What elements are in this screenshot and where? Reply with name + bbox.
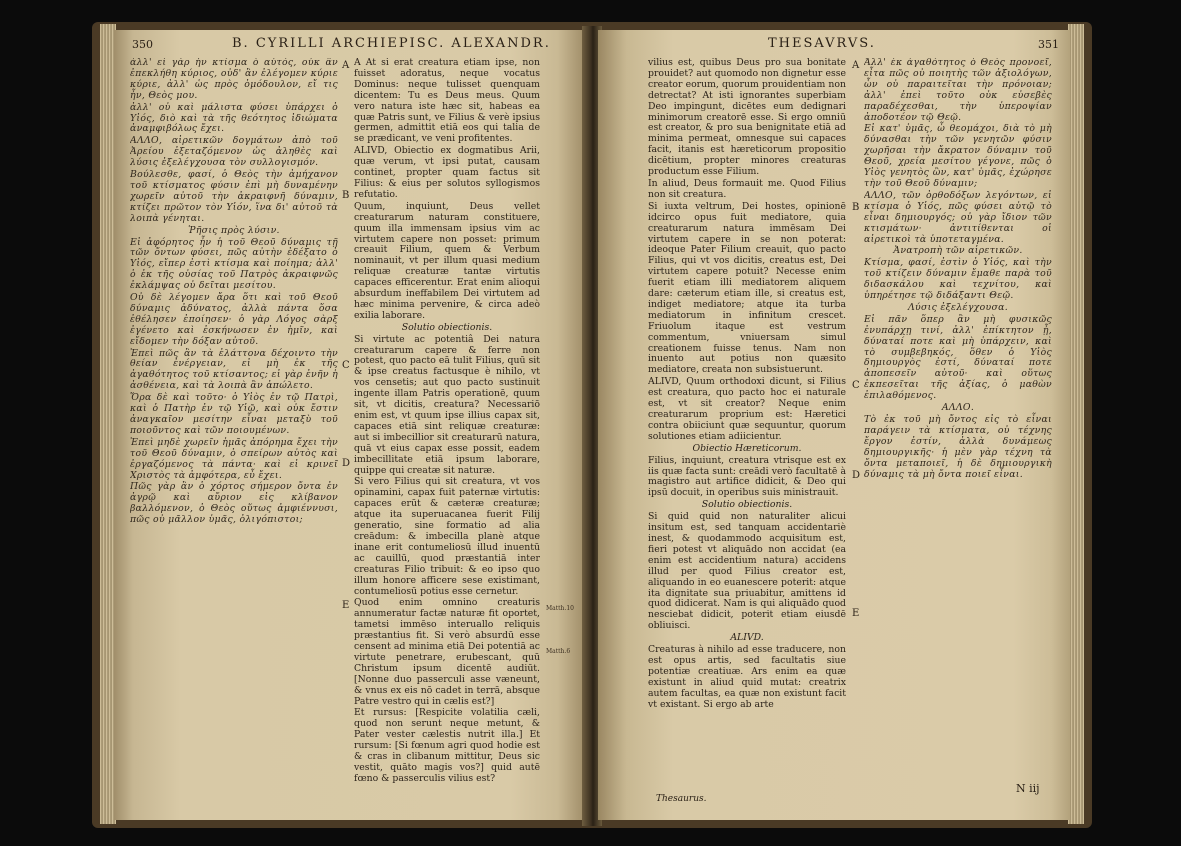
right-latin-paragraph: ALIVD, Quum orthodoxi dicunt, si Filius est creatura, quo pacto hoc ei naturale est, vt sit creator? Neque enim creaturarum proprium est: Hæretici contra obiiciunt quæ sequuntur, quorum solutiones etiam adiicientur. [648, 376, 846, 442]
right-latin-paragraph: Filius, inquiunt, creatura vtrisque est ex iis quæ facta sunt: creādi verò facultatē à magistro aut artifice didicit, & Deo qui ipsū docuit, in operibus suis ministrauit. [648, 454, 846, 499]
open-book [92, 8, 1092, 834]
right-greek-paragraph: Εἰ πᾶν ὅπερ ἂν μὴ φυσικῶς ἐνυπάρχῃ τινί, ἀλλ' ἐπίκτητον ᾖ, δύναταί ποτε καὶ μὴ ὑπάρχειν, καὶ τὸ συμβεβηκός, ὅθεν ὁ Υἱὸς δημιουργὸς ἐστί, δύναταί ποτε ἀποπεσεῖν αὐτοῦ· καὶ οὕτως ἐκπεσεῖται τῆς ἀξίας, ὁ μαθὼν ἐπιλαθόμενος. [864, 313, 1052, 402]
right-margin-letter-a: A [852, 60, 860, 71]
left-latin-paragraph: Quum, inquiunt, Deus vellet creaturarum naturam constituere, quum illa immensam ipsius vim ac virtutem capere non posset: primum creauit Filium, quem & Verbum nominauit, vt per illum quasi medium reliquæ creaturæ tantæ virtutis capaces efficerentur. Erat enim alioqui absurdum ineffabilem Dei virtutem ad hæc minima pervenire, & circa adeò exilia laborare. [354, 200, 540, 321]
right-latin-paragraph: ALIVD. [730, 632, 764, 644]
left-greek-paragraph: Πῶς γὰρ ἂν ὁ χόρτος σήμερον ὄντα ἐν ἀγρῷ καὶ αὔριον εἰς κλίβανον βαλλόμενον, ὁ Θεὸς οὕτως ἀμφιέννυσι, πῶς οὐ μᾶλλον ὑμᾶς, ὀλιγόπιστοι; [130, 481, 338, 526]
left-latin-paragraph: Quod enim omnino creaturis annumeratur factæ naturæ fit oportet, tametsi immēso interuallo reliquis præstantius fit. Si verò absurdū esse censent ad minima etiā Dei potentiā ac virtute penetrare, erubescant, quū Christum ipsum dicentē audiūt. [Nonne duo passerculi asse væneunt, & vnus ex eis nō cadet in terrā, absque Patre vestro qui in cælis est?] [354, 597, 540, 707]
left-margin-note-1: Matth.10 [546, 605, 574, 612]
right-greek-paragraph: Εἰ κατ' ὑμᾶς, ὦ θεομάχοι, διὰ τὸ μὴ δύνασθαι τὴν τῶν γενητῶν φύσιν χωρῆσαι τὴν ἄκρατον δύναμιν τοῦ Θεοῦ, χρεία μεσίτου γέγονε, πῶς ὁ Υἱὸς γενητὸς ὢν, κατ' ὑμᾶς, ἐχώρησε τὴν τοῦ Θεοῦ δύναμιν; [864, 123, 1052, 189]
left-greek-paragraph: Οὐ δὲ λέγομεν ἄρα ὅτι καὶ τοῦ Θεοῦ δύναμις ἀδύνατος, ἀλλὰ πάντα ὅσα ἐθέλησεν ἐποίησεν· ὁ γὰρ Λόγος σὰρξ ἐγένετο καὶ ἐσκήνωσεν ἐν ἡμῖν, καὶ εἴδομεν τὴν δόξαν αὐτοῦ. [130, 292, 338, 347]
right-greek-paragraph: Τὸ ἐκ τοῦ μὴ ὄντος εἰς τὸ εἶναι παράγειν τὰ κτίσματα, οὐ τέχνης ἔργον ἐστίν, ἀλλὰ δυνάμεως δημιουργικῆς· ἡ μὲν γὰρ τέχνη τὰ ὄντα μεταποιεῖ, ἡ δὲ δημιουργικὴ δύναμις τὰ μὴ ὄντα ποιεῖ εἶναι. [864, 414, 1052, 480]
right-latin-paragraph: Obiectio Hæreticorum. [692, 442, 802, 454]
right-running-head: THESAVRVS. [768, 36, 876, 51]
left-running-head: B. CYRILLI ARCHIEPISC. ALEXANDR. [232, 36, 551, 51]
left-latin-paragraph: Et rursus: [Respicite volatilia cæli, quod non serunt neque metunt, & Pater vester cælestis nutrit illa.] Et rursum: [Si fœnum agri quod hodie est & cras in clibanum mittitur, Deus sic vestit, quāto magis vos?] quid autē fœno & passerculis vilius est? [354, 707, 540, 784]
right-latin-paragraph: Creaturas à nihilo ad esse traducere, non est opus artis, sed facultatis siue potentiæ creatiuæ. Ars enim ea quæ existunt in aliud quid mutat: creatrix autem facultas, ea quæ non existunt facit vt existant. Si ergo ab arte [648, 644, 846, 710]
right-greek-paragraph: Ἀλλ' ἐκ ἀγαθότητος ὁ Θεὸς προνοεῖ, εἶτα πῶς οὐ ποιητὴς τῶν ἀξιολόγων, ὧν οὐ παραιτεῖται τὴν πρόνοιαν; ἀλλ' ἐπεὶ τοῦτο οὐκ εὐσεβὲς παραδέχεσθαι, τὴν ὑπεροψίαν ἀποδοτέον τῷ Θεῷ. [864, 58, 1052, 123]
left-margin-letter-d: D [342, 458, 351, 469]
right-greek-paragraph: Λύσις ἐξελέγχουσα. [908, 301, 1008, 313]
left-margin-letter-c: C [342, 360, 350, 371]
right-margin-letter-b: B [852, 202, 860, 213]
right-margin-letter-c: C [852, 380, 860, 391]
left-margin-note-2: Matth.6 [546, 648, 571, 655]
right-greek-paragraph: ΑΛΛΟ. [941, 402, 975, 414]
right-latin-paragraph: vilius est, quibus Deus pro sua bonitate prouidet? aut quomodo non dignetur esse creator eorum, quorum prouidentiam non detrectat? At isti ignorantes superbiam Deo impingunt, dicētes eum dedignari minimorum creatorē esse. Si ergo omniū est creator, & pro sua benignitate etiā ad minima permeat, omnesque sui capaces facit, itanis est hæreticorum propositio dicētium, propter minores creaturas productum esse Filium. [648, 58, 846, 178]
right-latin-paragraph: Solutio obiectionis. [701, 499, 793, 511]
catchword: Thesaurus. [656, 794, 707, 804]
left-greek-paragraph: Ὅρα δὲ καὶ τοῦτο· ὁ Υἱὸς ἐν τῷ Πατρὶ, καὶ ὁ Πατὴρ ἐν τῷ Υἱῷ, καὶ οὐκ ἔστιν ἀναγκαῖον μεσίτην εἶναι μεταξὺ τοῦ ποιοῦντος καὶ τῶν ποιουμένων. [130, 392, 338, 436]
left-greek-paragraph: ἀλλ' οὐ καὶ μάλιστα φύσει ὑπάρχει ὁ Υἱός, διὸ καὶ τὰ τῆς θεότητος ἰδιώματα ἀναμφιβόλως ἔχει. [130, 101, 338, 135]
left-latin-paragraph: A At si erat creatura etiam ipse, non fuisset adoratus, neque vocatus Dominus: neque tulisset quenquam dicentem: Tu es Deus meus. Quum vero natura iste hæc sit, habeas ea quæ Patris sunt, ve Filius & verè ipsius germen, admittit etiā eos qui talia de se prædicant, ve veni profitentes. [354, 58, 540, 145]
left-greek-paragraph: ἀλλ' εἰ γὰρ ἦν κτίσμα ὁ αὐτός, οὐκ ἂν ἐπεκλήθη κύριος, οὐδ' ἂν ἐλέγομεν κύριε κύριε, ἀλλ' ὡς πρὸς ὁμόδουλον, εἴ τις ἦν, Θεὸς μου. [130, 58, 338, 101]
left-margin-letter-b: B [342, 190, 350, 201]
left-latin-column [354, 58, 540, 788]
left-greek-paragraph: Ἐπεὶ μηδὲ χωρεῖν ἡμᾶς ἀπόρημα ἔχει τὴν τοῦ Θεοῦ δύναμιν, ὁ σπείρων αὐτὸς καὶ ἐργαζόμενος τὰ πάντα· καὶ εἰ κρινεῖ Χριστὸς τὰ ἀμφότερα, εὖ ἔχει. [130, 436, 338, 481]
right-latin-paragraph: Si quid quid non naturaliter alicui insitum est, sed tanquam accidentariè inest, & quodammodo acquisitum est, fieri potest vt aliquādo non accidat (ea enim est accidentium natura) accidens illud per quod Filius creator est, aliquando in eo euanescere poterit: atque ita dignitate sua priuabitur, amittens id quod didicerat. Nam is qui aliquādo quod nesciebat didicit, poterit etiam eiusdē obliuisci. [648, 511, 846, 632]
left-greek-paragraph: Εἰ ἀφόρητος ἦν ἡ τοῦ Θεοῦ δύναμις τῇ τῶν ὄντων φύσει, πῶς αὐτὴν ἐδέξατο ὁ Υἱός, εἴπερ ἐστὶ κτίσμα καὶ ποίημα; ἀλλ' ὁ ἐκ τῆς οὐσίας τοῦ Πατρὸς ἀκραιφνῶς ἐκλάμψας οὐ δεῖται μεσίτου. [130, 236, 338, 292]
right-greek-paragraph: Κτίσμα, φασί, ἐστὶν ὁ Υἱός, καὶ τὴν τοῦ κτίζειν δύναμιν ἔμαθε παρὰ τοῦ διδασκάλου καὶ τεχνίτου, καὶ ὑπηρέτησε τῷ διδάξαντι Θεῷ. [864, 257, 1052, 302]
left-greek-paragraph: ΑΛΛΟ, αἱρετικῶν δογμάτων ἀπὸ τοῦ Ἀρείου ἐξεταζόμενον ὡς ἀληθὲς καὶ λύσις ἐξελέγχουσα τὸν συλλογισμόν. [130, 135, 338, 169]
left-page [114, 30, 586, 820]
left-margin-letter-a: A [342, 60, 350, 71]
left-margin-letter-e: E [342, 600, 350, 611]
right-page-edges [1068, 24, 1084, 824]
left-greek-paragraph: Βούλεσθε, φασί, ὁ Θεὸς τὴν ἀμήχανον τοῦ κτίσματος φύσιν ἐπὶ μὴ δυναμένην χωρεῖν αὐτοῦ τὴν ἀκραιφνῆ δύναμιν, κτίζει πρῶτον τὸν Υἱόν, ἵνα δι' αὐτοῦ τὰ λοιπὰ γένηται. [130, 169, 338, 224]
signature-mark: N iij [1016, 782, 1040, 795]
right-latin-paragraph: In aliud, Deus formauit me. Quod Filius non sit creatura. [648, 177, 846, 200]
left-latin-paragraph: ALIVD, Obiectio ex dogmatibus Arii, quæ verum, vt ipsi putat, causam continet, propter quam factus sit Filius: & eius per solutos syllogismos refutatio. [354, 145, 540, 200]
left-page-number: 350 [132, 38, 153, 51]
right-greek-paragraph: ΑΛΛΟ, τῶν ὀρθοδόξων λεγόντων, εἰ κτίσμα ὁ Υἱός, πῶς φύσει αὐτῷ τὸ εἶναι δημιουργός; οὐ γὰρ ἴδιον τῶν κτισμάτων· ἀντιτίθενται οἱ αἱρετικοὶ τὰ ὑποτεταγμένα. [864, 189, 1052, 245]
left-greek-paragraph: Ῥῆσις πρὸς λύσιν. [188, 224, 280, 236]
right-page-number: 351 [1038, 38, 1059, 51]
right-greek-paragraph: Ἀνατροπὴ τῶν αἱρετικῶν. [893, 245, 1023, 257]
right-latin-paragraph: Si iuxta veltrum, Dei hostes, opinionē idcirco opus fuit mediatore, quia creaturarum natura immēsam Dei virtutem capere in se non poterat: ideoque Pater Filium creauit, quo pacto Filius, qui vt vos dicitis, creatus est, Dei virtutem capere potuit? Necesse enim fuerit etiam illi mediatorem aliquem dare: cæterum etiam ille, si creatus est, indiget mediatore; atque ita turba mediatorum in infinitum crescet. Friuolum itaque est vestrum commentum, vniuersam simul creationem fuisse tenus. Nam non inuento aut potius non quæsito mediatore, creata non subsistuerunt. [648, 200, 846, 376]
left-latin-paragraph: Si virtute ac potentiâ Dei natura creaturarum capere & ferre non potest, quo pacto eā tulit Filius, quū sit & ipse creatus factusque è nihilo, vt vos censetis; aut quo pacto sustinuit ingente illam Patris operationē, quum sit, vt dicitis, creatura? Necessariō enim est, vt quum ipse illius capax sit, capaces etiā sint reliquæ creaturæ: aut si imbecillior sit creaturarū natura, quā vt eius capax esse possit, eadem imbecillitate etiā ipsum laborare, quippe qui creatæ sit naturæ. [354, 333, 540, 476]
left-greek-paragraph: Ἐπεὶ πῶς ἂν τὰ ἐλάττονα δέχοιντο τὴν θείαν ἐνέργειαν, εἰ μὴ ἐκ τῆς ἀγαθότητος τοῦ κτίσαντος; εἰ γὰρ ἐνῆν ἡ ἀσθένεια, καὶ τὰ λοιπὰ ἂν ἀπώλετο. [130, 347, 338, 392]
left-latin-paragraph: Si vero Filius qui sit creatura, vt vos opinamini, capax fuit paternæ virtutis: capaces erūt & cæteræ creaturæ; atque ita superuacanea fuerit Filij generatio, sine formatio ad alia creādum: & imbecilla planè atque inane erit contumeliosū illud inuentū ac cauillū, quod præstantiā inter creaturas Filio tribuit: & eo ipso quo illum honore afficere sese existimant, contumeliosū potius esse cernetur. [354, 476, 540, 597]
right-margin-letter-d: D [852, 470, 861, 481]
right-margin-letter-e: E [852, 608, 860, 619]
left-latin-paragraph: Solutio obiectionis. [401, 321, 493, 333]
right-greek-column [864, 58, 1052, 788]
left-greek-column [130, 58, 338, 788]
right-page [598, 30, 1070, 820]
right-latin-column [648, 58, 846, 788]
